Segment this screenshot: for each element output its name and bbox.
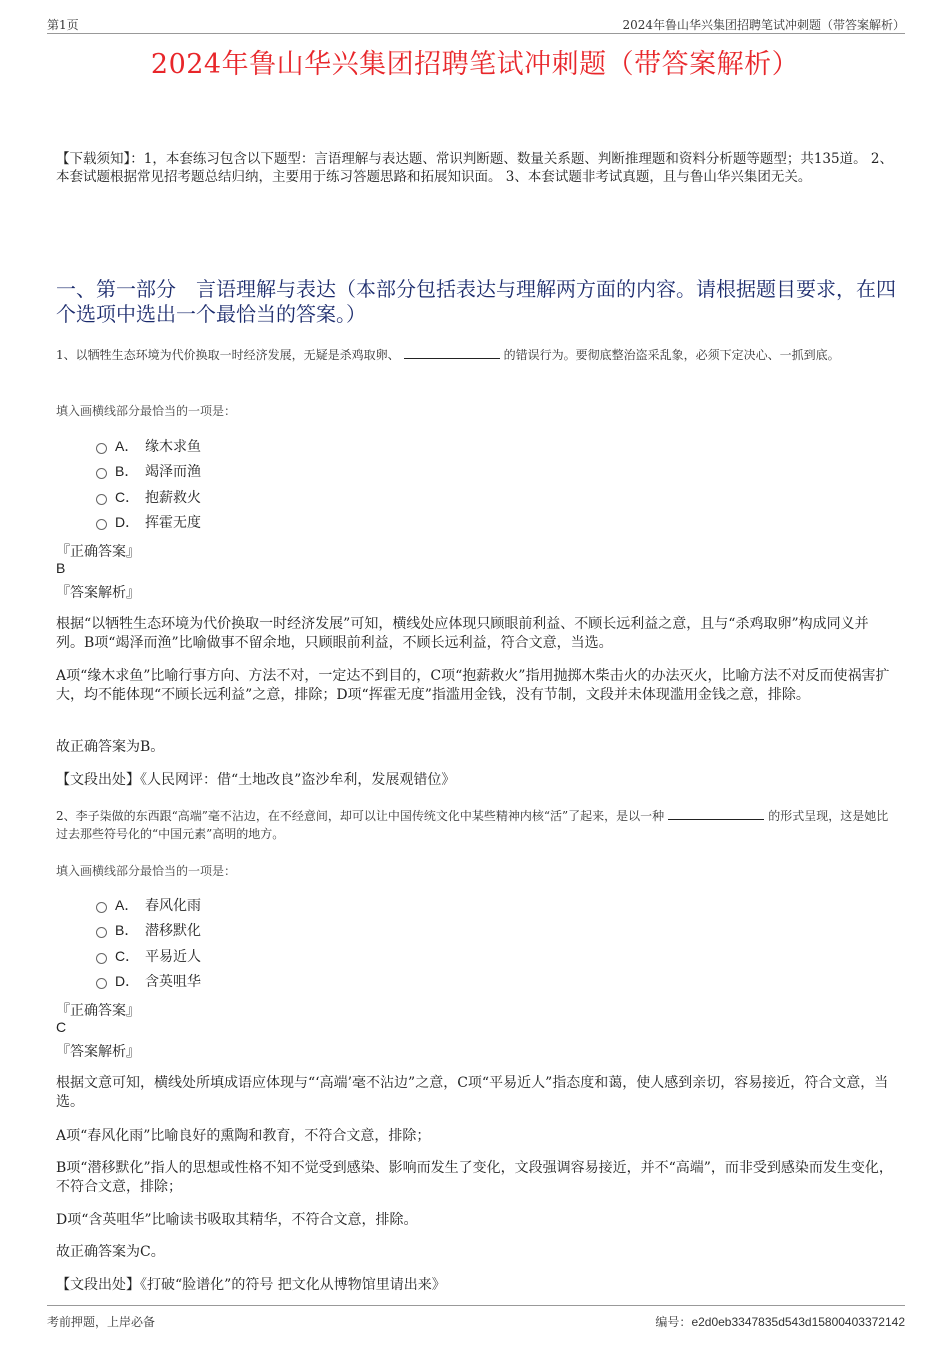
analysis-paragraph: A项“缘木求鱼”比喻行事方向、方法不对，一定达不到目的，C项“抱薪救火”指用抛掷木柴击火的办法灭火，比喻方法不对反而使祸害扩大，均不能体现“不顾长远利益”之意，排除；D项“挥霍无度”指滥用金钱，没有节制，文段并未体现滥用金钱之意，排除。: [56, 668, 890, 703]
analysis-paragraph: 根据“以牺牲生态环境为代价换取一时经济发展”可知，横线处应体现只顾眼前利益、不顾长远利益之意，且与“杀鸡取卵”构成同义并列。B项“竭泽而渔”比喻做事不留余地，只顾眼前利益，不顾长远利益，符合文意，当选。: [56, 616, 869, 651]
answer-blank: [668, 808, 764, 820]
analysis-paragraph: 根据文意可知，横线处所填成语应体现与“‘高端’毫不沾边”之意，C项“平易近人”指态度和蔼，使人感到亲切，容易接近，符合文意，当选。: [56, 1075, 889, 1110]
header-doc-title: 2024年鲁山华兴集团招聘笔试冲刺题（带答案解析）: [622, 18, 905, 32]
analysis-conclusion: 故正确答案为B。: [56, 739, 165, 755]
correct-answer-value: C: [56, 1019, 67, 1035]
correct-answer-label: 『正确答案』: [56, 1003, 140, 1019]
page-footer: [47, 1305, 905, 1335]
question-1-text: 1、以牺牲生态环境为代价换取一时经济发展，无疑是杀鸡取卵、 的错误行为。要彻底整治盗采乱象，必须下定决心、一抓到底。: [56, 348, 840, 362]
radio-icon[interactable]: [96, 494, 107, 505]
radio-icon[interactable]: [96, 519, 107, 530]
analysis-paragraph: B项“潜移默化”指人的思想或性格不知不觉受到感染、影响而发生了变化，文段强调容易接近，并不“高端”，而非受到感染而发生变化，不符合文意，排除；: [56, 1160, 893, 1195]
radio-icon[interactable]: [96, 927, 107, 938]
option-a[interactable]: A． 缘木求鱼: [96, 433, 201, 459]
analysis-label: 『答案解析』: [56, 585, 140, 601]
option-c[interactable]: C． 抱薪救火: [96, 484, 201, 510]
source-citation: 【文段出处】《人民网评：借“土地改良”盗沙牟利，发展观错位》: [56, 772, 456, 788]
footer-slogan: 考前押题，上岸必备: [47, 1315, 156, 1329]
option-b[interactable]: B． 竭泽而渔: [96, 459, 201, 485]
radio-icon[interactable]: [96, 978, 107, 989]
answer-blank: [404, 347, 500, 359]
question-1-options: [96, 433, 201, 535]
option-a[interactable]: A． 春风化雨: [96, 892, 201, 918]
option-d[interactable]: D． 含英咀华: [96, 969, 201, 995]
footer-code: 编号：e2d0eb3347835d543d15800403372142: [655, 1315, 905, 1329]
radio-icon[interactable]: [96, 443, 107, 454]
page-header: [47, 14, 905, 34]
correct-answer-label: 『正确答案』: [56, 544, 140, 560]
option-d[interactable]: D． 挥霍无度: [96, 510, 201, 536]
analysis-paragraph: A项“春风化雨”比喻良好的熏陶和教育，不符合文意，排除；: [56, 1128, 431, 1144]
analysis-paragraph: D项“含英咀华”比喻读书吸取其精华，不符合文意，排除。: [56, 1212, 418, 1228]
section-title: 一、第一部分 言语理解与表达（本部分包括表达与理解两方面的内容。请根据题目要求，在四个选项中选出一个最恰当的答案。）: [56, 277, 896, 326]
option-b[interactable]: B． 潜移默化: [96, 918, 201, 944]
question-1-prompt: 填入画横线部分最恰当的一项是：: [56, 404, 237, 418]
document-title: 2024年鲁山华兴集团招聘笔试冲刺题（带答案解析）: [150, 49, 800, 80]
analysis-conclusion: 故正确答案为C。: [56, 1244, 165, 1260]
question-2-text: 2、李子柒做的东西跟“高端”毫不沾边，在不经意间，却可以让中国传统文化中某些精神内核“活”了起来，是以一种 的形式呈现，这是她比过去那些符号化的“中国元素”高明的地方。: [56, 809, 889, 841]
download-notice: 【下载须知】：1，本套练习包含以下题型：言语理解与表达题、常识判断题、数量关系题、判断推理题和资料分析题等题型；共135道。 2、本套试题根据常见招考题总结归纳，主要用于练习答题思路和拓展知识面。 3、本套试题非考试真题，且与鲁山华兴集团无关。: [56, 151, 893, 185]
radio-icon[interactable]: [96, 953, 107, 964]
correct-answer-value: B: [56, 560, 66, 576]
analysis-label: 『答案解析』: [56, 1044, 140, 1060]
option-c[interactable]: C． 平易近人: [96, 943, 201, 969]
page-number: 第1页: [47, 18, 79, 32]
question-2-options: [96, 892, 201, 994]
radio-icon[interactable]: [96, 902, 107, 913]
radio-icon[interactable]: [96, 468, 107, 479]
source-citation: 【文段出处】《打破“脸谱化”的符号 把文化从博物馆里请出来》: [56, 1277, 446, 1293]
question-2-prompt: 填入画横线部分最恰当的一项是：: [56, 864, 237, 878]
